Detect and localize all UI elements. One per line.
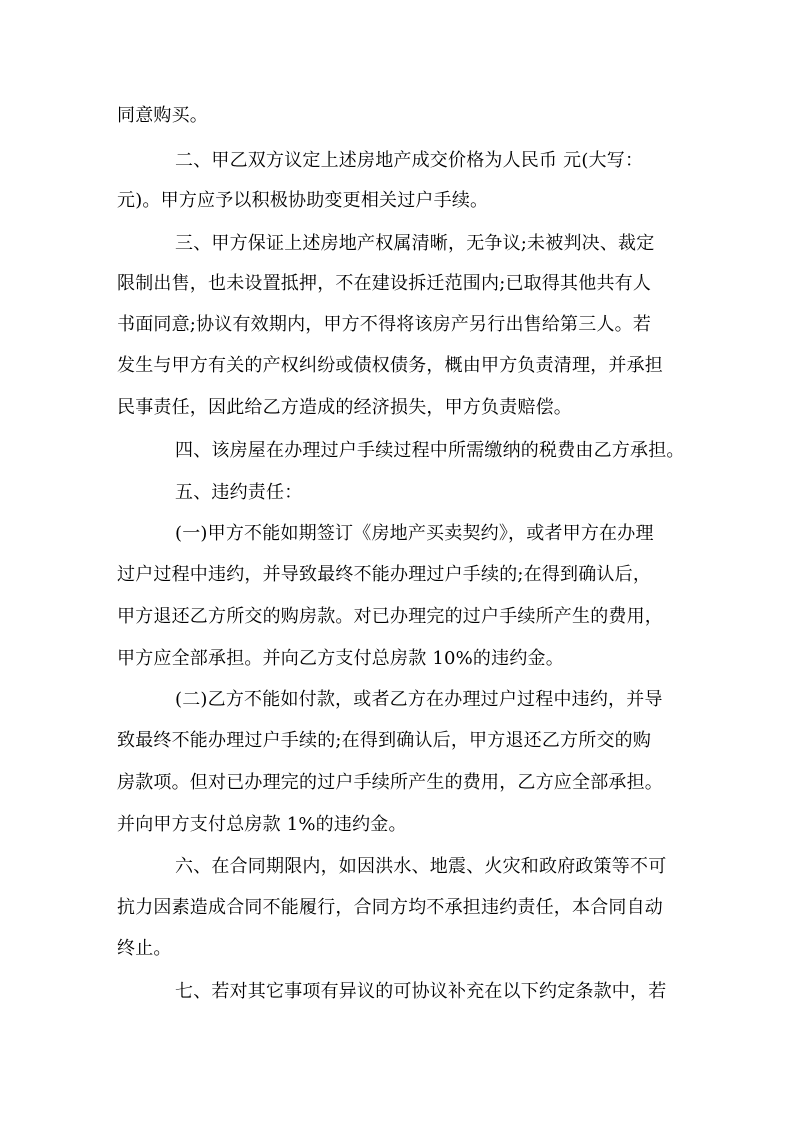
text-line: 并向甲方支付总房款 1%的违约金。: [117, 814, 407, 835]
text-line: (二)乙方不能如付款，或者乙方在办理过户过程中违约，并导: [175, 689, 663, 710]
text-line: 三、甲方保证上述房地产权属清晰，无争议;未被判决、裁定: [175, 233, 655, 254]
text-line: 发生与甲方有关的产权纠纷或债权债务，概由甲方负责清理，并承担: [117, 355, 663, 376]
text-line: 书面同意;协议有效期内，甲方不得将该房产另行出售给第三人。若: [117, 314, 652, 335]
text-line: 抗力因素造成合同不能履行，合同方均不承担违约责任，本合同自动: [117, 897, 663, 918]
text-line: 终止。: [117, 938, 172, 959]
text-line: 甲方退还乙方所交的购房款。对已办理完的过户手续所产生的费用，: [117, 606, 663, 627]
text-line: 七、若对其它事项有异议的可协议补充在以下约定条款中，若: [175, 981, 667, 1002]
text-line: 致最终不能办理过户手续的;在得到确认后，甲方退还乙方所交的购: [117, 730, 652, 751]
text-line: 四、该房屋在办理过户手续过程中所需缴纳的税费由乙方承担。: [175, 440, 685, 461]
text-line: 过户过程中违约，并导致最终不能办理过户手续的;在得到确认后，: [117, 564, 652, 585]
text-line: (一)甲方不能如期签订《房地产买卖契约》，或者甲方在办理: [175, 523, 654, 544]
text-line: 房款项。但对已办理完的过户手续所产生的费用，乙方应全部承担。: [117, 772, 663, 793]
text-line: 二、甲乙双方议定上述房地产成交价格为人民币 元(大写：: [175, 150, 644, 171]
text-line: 同意购买。: [117, 105, 208, 126]
text-line: 限制出售，也未设置抵押，不在建设拆迁范围内;已取得其他共有人: [117, 273, 652, 294]
text-line: 元)。甲方应予以积极协助变更相关过户手续。: [117, 190, 489, 211]
text-line: 甲方应全部承担。并向乙方支付总房款 10%的违约金。: [117, 648, 564, 669]
text-line: 民事责任，因此给乙方造成的经济损失，甲方负责赔偿。: [117, 397, 572, 418]
text-line: 五、违约责任：: [175, 482, 303, 503]
text-line: 六、在合同期限内，如因洪水、地震、火灾和政府政策等不可: [175, 856, 667, 877]
